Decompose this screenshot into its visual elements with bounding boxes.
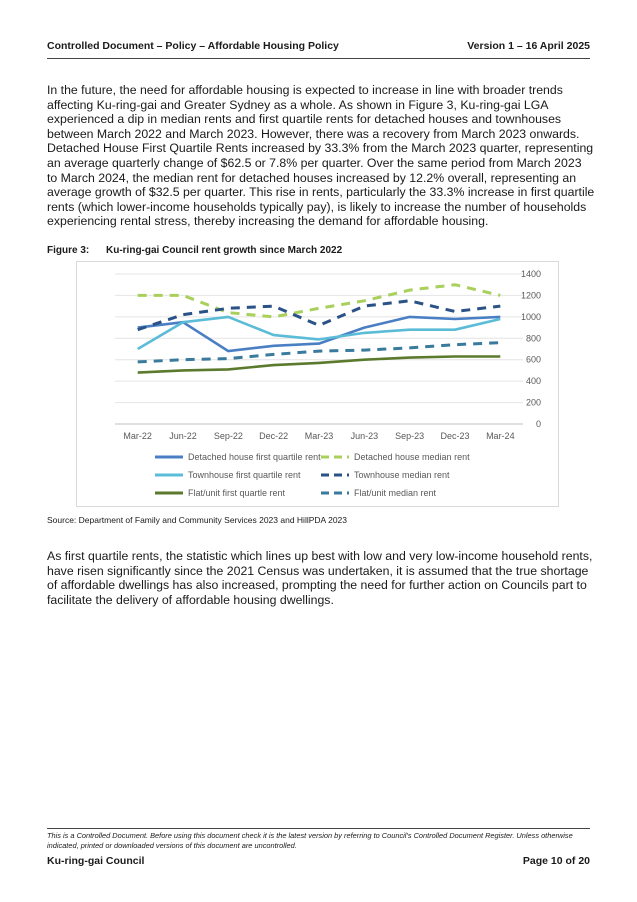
series-line-fu_med (138, 343, 501, 362)
x-tick-label: Mar-23 (304, 431, 334, 441)
body-paragraph-1: In the future, the need for affordable housing is expected to increase in line with broader trends affecting Ku-ring-gai and Greater Sydney as a whole. As shown in Figure 3, Ku-ring-gai LGA experienced a dip in median rents and first quartile rents for detached houses and townhouses between March 2022 and March 2023. However, there was a recovery from March 2023 onwards. Detached House First Quartile Rents increased by 33.3% from the March 2023 quarter, representing an average quarterly change of $62.5 or 7.8% per quarter. Over the same period from March 2023 to March 2024, the median rent for detached houses increased by 12.2% overall, representing an average growth of $32.5 per quarter. This rise in rents, particularly the 33.3% increase in first quartile rents (which lower-income households typically pay), is likely to increase the number of households experiencing rental stress, thereby increasing the demand for affordable housing. (47, 83, 595, 229)
y-tick-label: 1000 (520, 311, 541, 322)
y-tick-label: 800 (525, 333, 541, 344)
footer-organisation: Ku-ring-gai Council (47, 855, 145, 867)
y-tick-label: 400 (525, 376, 541, 387)
y-tick-label: 600 (525, 354, 541, 365)
legend-label-dh_med: Detached house median rent (354, 452, 470, 462)
footer-controlled-note: This is a Controlled Document. Before using this document check it is the latest version by referring to Council's Controlled Document Register. Unless otherwise indicated, printed or downloaded versions of this document are uncontrolled. (47, 831, 573, 850)
page-number: Page 10 of 20 (522, 855, 590, 867)
x-tick-label: Dec-23 (440, 431, 470, 441)
x-tick-label: Mar-22 (123, 431, 152, 441)
figure-caption (47, 245, 342, 256)
header-document-title: Controlled Document – Policy – Affordable Housing Policy (47, 40, 339, 52)
page-header (47, 40, 590, 52)
chart-svg (77, 262, 560, 508)
page-footer (47, 855, 590, 867)
y-tick-label: 1200 (520, 290, 541, 301)
rent-growth-chart (76, 261, 559, 507)
series-line-th_med (138, 301, 501, 330)
body-paragraph-2: As first quartile rents, the statistic which lines up best with low and very low-income household rents, have risen significantly since the 2021 Census was undertaken, it is assumed that the true shortage of affordable dwellings has also increased, prompting the need for further action on Councils part to facilitate the delivery of affordable housing dwellings. (47, 549, 593, 607)
header-divider (47, 58, 590, 59)
y-tick-label: 200 (525, 397, 541, 408)
legend-label-th_fq: Townhouse first quartile rent (188, 470, 301, 480)
y-tick-label: 1400 (520, 269, 541, 279)
legend-label-dh_fq: Detached house first quartile rent (188, 452, 321, 462)
x-tick-label: Mar-24 (486, 431, 515, 441)
figure-source: Source: Department of Family and Community Services 2023 and HillPDA 2023 (47, 515, 348, 525)
legend-label-th_med: Townhouse median rent (354, 470, 450, 480)
legend-label-fu_med: Flat/unit median rent (354, 488, 437, 498)
x-tick-label: Sep-22 (213, 431, 243, 441)
legend-label-fu_fq: Flat/unit first quartle rent (188, 488, 286, 498)
x-tick-label: Jun-23 (350, 431, 379, 441)
series-line-dh_med (138, 285, 501, 317)
x-tick-label: Jun-22 (169, 431, 197, 441)
x-tick-label: Sep-23 (395, 431, 425, 441)
figure-title: Ku-ring-gai Council rent growth since March 2022 (106, 245, 343, 256)
figure-label: Figure 3: (47, 245, 90, 256)
y-tick-label: 0 (535, 419, 541, 429)
header-version: Version 1 – 16 April 2025 (467, 40, 590, 52)
footer-divider (47, 828, 590, 829)
x-tick-label: Dec-22 (259, 431, 289, 441)
